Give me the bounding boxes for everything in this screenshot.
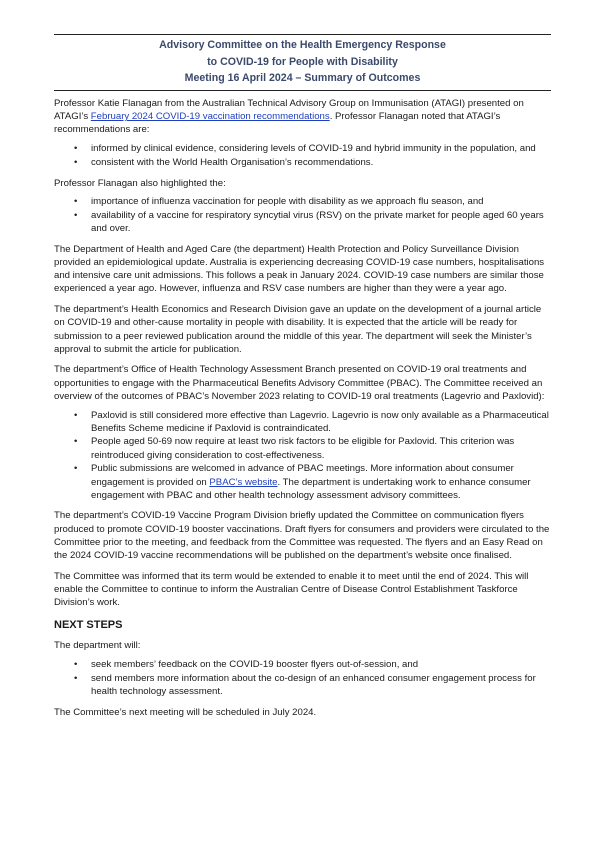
paragraph-text: Professor Katie Flanagan from the Australian Technical Advisory Group on Immunisation (ATAGI) presented on ATAGI’s [54,98,524,123]
paragraph-text: . Professor Flanagan noted that ATAGI’s recommendations are: [54,111,501,136]
oral-treatments-list [54,409,551,502]
list-item-text: . The department is undertaking work to enhance consumer engagement with PBAC and other health technology assessment advisory committees. [91,476,531,501]
next-steps-intro: The department will: [54,640,141,652]
list-item: • informed by clinical evidence, considering levels of COVID-19 and hybrid immunity in the population, and [54,142,551,155]
next-meeting-note: The Committee’s next meeting will be scheduled in July 2024. [54,706,317,718]
next-steps-heading: NEXT STEPS [54,619,123,632]
header-top-rule [54,34,551,35]
list-item: • seek members’ feedback on the COVID-19 booster flyers out-of-session, and [54,658,551,671]
next-steps-list [54,658,551,698]
list-item: • send members more information about the co-design of an enhanced consumer engagement process for health technology assessment. [54,672,551,698]
document-title [54,37,551,87]
paragraph-term-extension: The Committee was informed that its term would be extended to enable it to meet until the end of 2024. This will enable the Committee to continue to inform the Australian Centre of Disease Control Establishment Taskforce Division’s work. [54,570,529,609]
paragraph-highlights-intro: Professor Flanagan also highlighted the: [54,177,226,189]
list-item: • Paxlovid is still considered more effective than Lagevrio. Lagevrio is now only available as a Pharmaceutical Benefits Scheme medicine if Paxlovid is contraindicated. [54,409,551,435]
header-bottom-rule [54,90,551,91]
list-item: • importance of influenza vaccination for people with disability as we approach flu season, and [54,195,551,208]
pbac-website-link[interactable]: PBAC’s website [209,476,278,488]
list-item [54,462,551,502]
list-item: • People aged 50-69 now require at least two risk factors to be eligible for Paxlovid. This criterion was reintroduced giving consideration to cost-effectiveness. [54,435,551,461]
paragraph-oral-treatments: The department’s Office of Health Technology Assessment Branch presented on COVID-19 oral treatments and opportunities to engage with the Pharmaceutical Benefits Advisory Committee (PBAC). The Committee received an overview of the outcomes of PBAC’s November 2023 relating to COVID-19 oral treatments (Lagevrio and Paxlovid): [54,364,545,402]
list-item-text: Public submissions are welcomed in advance of PBAC meetings. More information about consumer engagement is provided on [91,463,514,488]
atagi-recommendations-list [54,142,551,169]
list-item: • availability of a vaccine for respiratory syncytial virus (RSV) on the private market for people aged 60 years and over. [54,209,551,235]
highlights-list [54,195,551,235]
title-line-2: to COVID-19 for People with Disability [207,55,398,68]
paragraph-atagi-presentation [54,97,551,137]
paragraph-epidemiological-update: The Department of Health and Aged Care (the department) Health Protection and Policy Surveillance Division provided an epidemiological update. Australia is experiencing decreasing COVID-19 case numbers, hospitalisations and intensive care unit admissions. This follows a peak in January 2024. COVID-19 case numbers are similar those experienced a year ago. However, influenza and RSV case numbers are higher than they were a year ago. [54,243,545,295]
list-item: • consistent with the World Health Organisation’s recommendations. [54,156,551,169]
atagi-recommendations-link[interactable]: February 2024 COVID-19 vaccination recommendations [90,111,330,123]
title-line-1: Advisory Committee on the Health Emergency Response [159,39,446,51]
paragraph-journal-article: The department’s Health Economics and Research Division gave an update on the development of a journal article on COVID-19 and other-cause mortality in people with disability. It is expected that the article will be ready for submission to a peer reviewed publication around the middle of this year. The department will seek the Minister’s approval to submit the article for publication. [54,304,542,355]
document-body [54,97,551,726]
title-line-3: Meeting 16 April 2024 – Summary of Outcomes [184,72,421,84]
paragraph-communication-flyers: The department’s COVID-19 Vaccine Program Division briefly updated the Committee on communication flyers produced to promote COVID-19 booster vaccinations. Draft flyers for consumers and providers were circulated to the Committee prior to the meeting, and feedback from the Committee was requested. The flyers and an Easy Read on the 2024 COVID-19 vaccine recommendations will be published on the department’s website once finalised. [54,510,550,562]
